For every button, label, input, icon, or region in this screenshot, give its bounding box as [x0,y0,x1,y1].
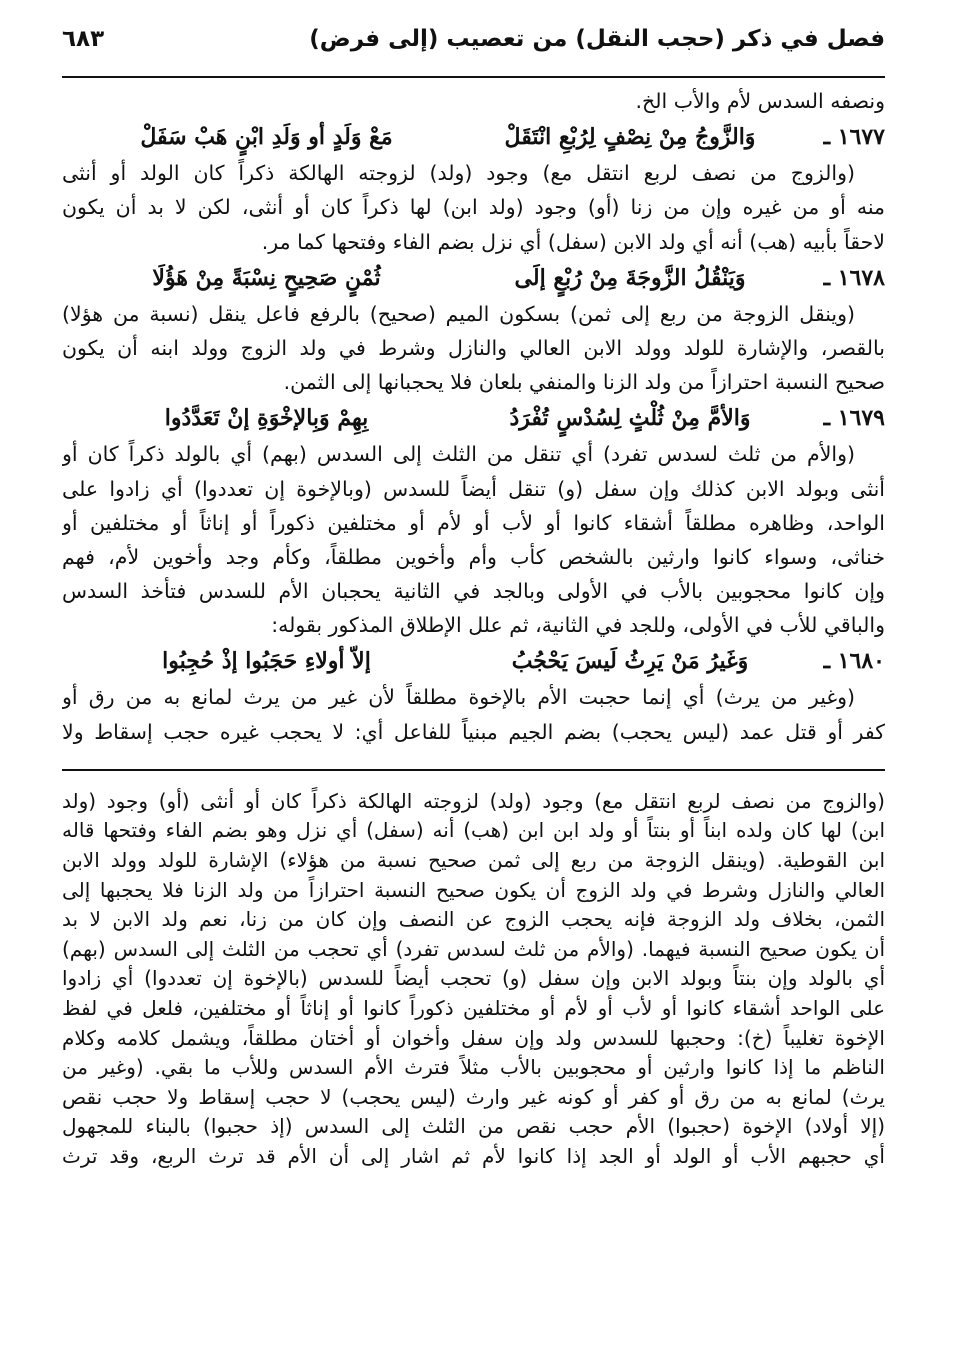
footnote-line: الإخوة تغليباً (خ): وحجبها للسدس ولد وإن سفل وأخوان أو أختان مطلقاً، ويشمل كلامه وكلام [62,1025,885,1050]
verse-second-hemistich: بِهِمْ وَبِالإخْوَةِ إنْ تَعَدَّدُوا [164,405,369,432]
commentary-line: صحيح النسبة احترازاً من ولد الزنا والمنفي بلعان فلا يحجبانها إلى الثمن. [283,370,885,395]
commentary-line: الواحد، وظاهره مطلقاً أشقاء كانوا أو لأب أو لأم أو مختلفين ذكوراً أو إناثاً أو مختلفين أو [62,510,885,535]
verse-first-hemistich: وَالزَّوجُ مِنْ نِصْفٍ لِرُبْعِ انْتَقَلْ [504,124,756,151]
verse-second-hemistich: إلاّ أولاءِ حَجَبُوا إذْ حُجِبُوا [162,648,371,675]
commentary-line: (وغير من يرث) أي إنما حجبت الأم بالإخوة مطلقاً لأن غير من يرث لمانع به من رق أو [62,685,855,710]
verse-number: ١٦٧٧ ـ [823,124,885,151]
verse-1678 [62,259,885,297]
verse-number: ١٦٧٨ ـ [823,264,885,291]
commentary-line: لاحقاً بأبيه (هب) أنه أي ولد الابن (سفل) أي نزل بضم الفاء وفتحها كما مر. [261,229,885,254]
page-header [62,26,885,78]
footnote-line: الثمن، بخلاف ولد الزوجة فإنه يحجب الزوج عن النصف وإن كان من زنا، نعم ولد الابن لا بد [62,907,885,932]
footnote-line: (إلا أولاد) الإخوة (حجبوا) الأم حجب نقص من الثلث إلى السدس (إذ حجبوا) بالبناء للمجهول [62,1114,885,1139]
commentary-line: كفر أو قتل عمد (ليس يحجب) بضم الجيم مبنياً للفاعل أي: لا يحجب غيره حجب إسقاط ولا [62,719,885,744]
verse-first-hemistich: وَغَيرُ مَنْ يَرِثُ لَيسَ يَحْجُبُ [511,648,749,675]
footnote-line: ابن القوطية. (وينقل الزوجة من ربع إلى ثمن صحيح نسبة من هؤلاء) الإشارة للولد وولد الابن [62,848,885,872]
footnote-line: أي بالولد وإن بنتاً وبولد الابن وإن سفل (و) تحجب أيضاً للسدس (بالإخوة إن تعددوا) أي زادوا [62,966,885,991]
footnote-line: ابن) لها كان ولده ابناً أو بنتاً أو ولد ابن ابن (هب) أنه (سفل) أي نزل وهو بضم الفاء وفتحها قاله [62,818,885,843]
footnote-divider [62,769,885,771]
commentary-line: (والزوج من نصف لربع انتقل مع) وجود (ولد) لزوجته الهالكة ذكراً كان الولد أو أنثى [62,161,855,186]
footnote-line: (والزوج من نصف لربع انتقل مع) وجود (ولد) لزوجته الهالكة ذكراً كان أو أنثى (أو) وجود (ولد [62,788,885,813]
footnote-line: أي حجبهم الأب أو الولد أو الجد إذا كانوا لأم ثم اشار إلى أن الأم قد ترث الربع، وقد ترث [62,1143,885,1168]
footnote-line: الناظم ما إذا كانوا وارثين أو محجوبين بالأب مثلاً فترث الأم السدس وللأب ما بقي. (وغير من [62,1055,885,1080]
verse-1680 [62,642,885,680]
commentary-line: وإن كانوا محجوبين بالأب في الأولى وبالجد في الثانية يحجبان الأم للسدس فتأخذ السدس [62,579,885,604]
commentary-line: (والأم من ثلث لسدس تفرد) أي تنقل من الثلث إلى السدس (بهم) أي بالولد ذكراً كان أو [62,442,855,467]
commentary-line: والباقي للأب في الأولى، وللجد في الثانية، ثم علل الإطلاق المذكور بقوله: [271,613,885,638]
commentary-line: (وينقل الزوجة من ربع إلى ثمن) بسكون الميم (صحيح) بالرفع فاعل ينقل (نسبة من هؤلا) [62,301,855,326]
verse-1679 [62,399,885,437]
verse-first-hemistich: وَالأمَّ مِنْ ثُلْثٍ لِسُدْسٍ تُفْرَدُ [509,405,751,432]
commentary-line: منه أو من غيره وإن من زنا (أو) وجود (ولد ابن) لها ذكراً كان أو أنثى، لكن لا بد أن يكون [62,195,885,220]
page-number: ٦٨٣ [62,26,105,52]
footnotes [62,787,885,1172]
verse-1677 [62,118,885,156]
footnote-line: أن يكون صحيح النسبة فيهما. (والأم من ثلث لسدس تفرد) أي تحجب من الثلث إلى السدس (بهم) [62,936,885,961]
footnote-line: يرث) لمانع به من رق أو كفر أو كونه غير وارث (ليس يحجب) لا حجب إسقاط ولا حجب نقص [62,1084,885,1109]
main-text [62,84,885,749]
verse-second-hemistich: ثُمْنٍ صَحِيحٍ نِسْبَةً مِنْ هَؤُلَا [152,264,381,291]
verse-first-hemistich: وَيَنْقُلُ الزَّوجَةَ مِنْ رُبْعٍ إلَى [514,264,746,291]
intro-line: ونصفه السدس لأم والأب الخ. [635,89,885,113]
commentary-line: بالقصر، والإشارة للولد وولد الابن العالي والنازل وشرط في ولد الزوج وولد ابنه أن يكون [62,335,885,360]
commentary-line: خناثى، وسواء كانوا وارثين بالشخص كأب وأم وأخوين مطلقاً، وكأم وجد وأخوين لأم، فهم [62,544,885,569]
verse-number: ١٦٨٠ ـ [823,648,885,675]
footnote-line: العالي والنازل وشرط في ولد الزوج أن يكون صحيح النسبة احترازاً من ولد الزنا فلا يحجبها إلى [62,877,885,902]
commentary-line: أنثى وبولد الابن كذلك وإن سفل (و) تنقل أيضاً للسدس (وبالإخوة إن تعددوا) أي زادوا على [62,476,885,501]
verse-number: ١٦٧٩ ـ [823,405,885,432]
verse-second-hemistich: مَعْ وَلَدٍ أو وَلَدِ ابْنٍ هَبْ سَفَلْ [140,124,393,151]
footnote-line: على الواحد أشقاء كانوا أو لأب أو لأم أو مختلفين ذكوراً كانوا أو إناثاً أو مختلفين، فلعل في لفظ [62,995,885,1020]
running-title: فصل في ذكر (حجب النقل) من تعصيب (إلى فرض) [309,26,885,52]
